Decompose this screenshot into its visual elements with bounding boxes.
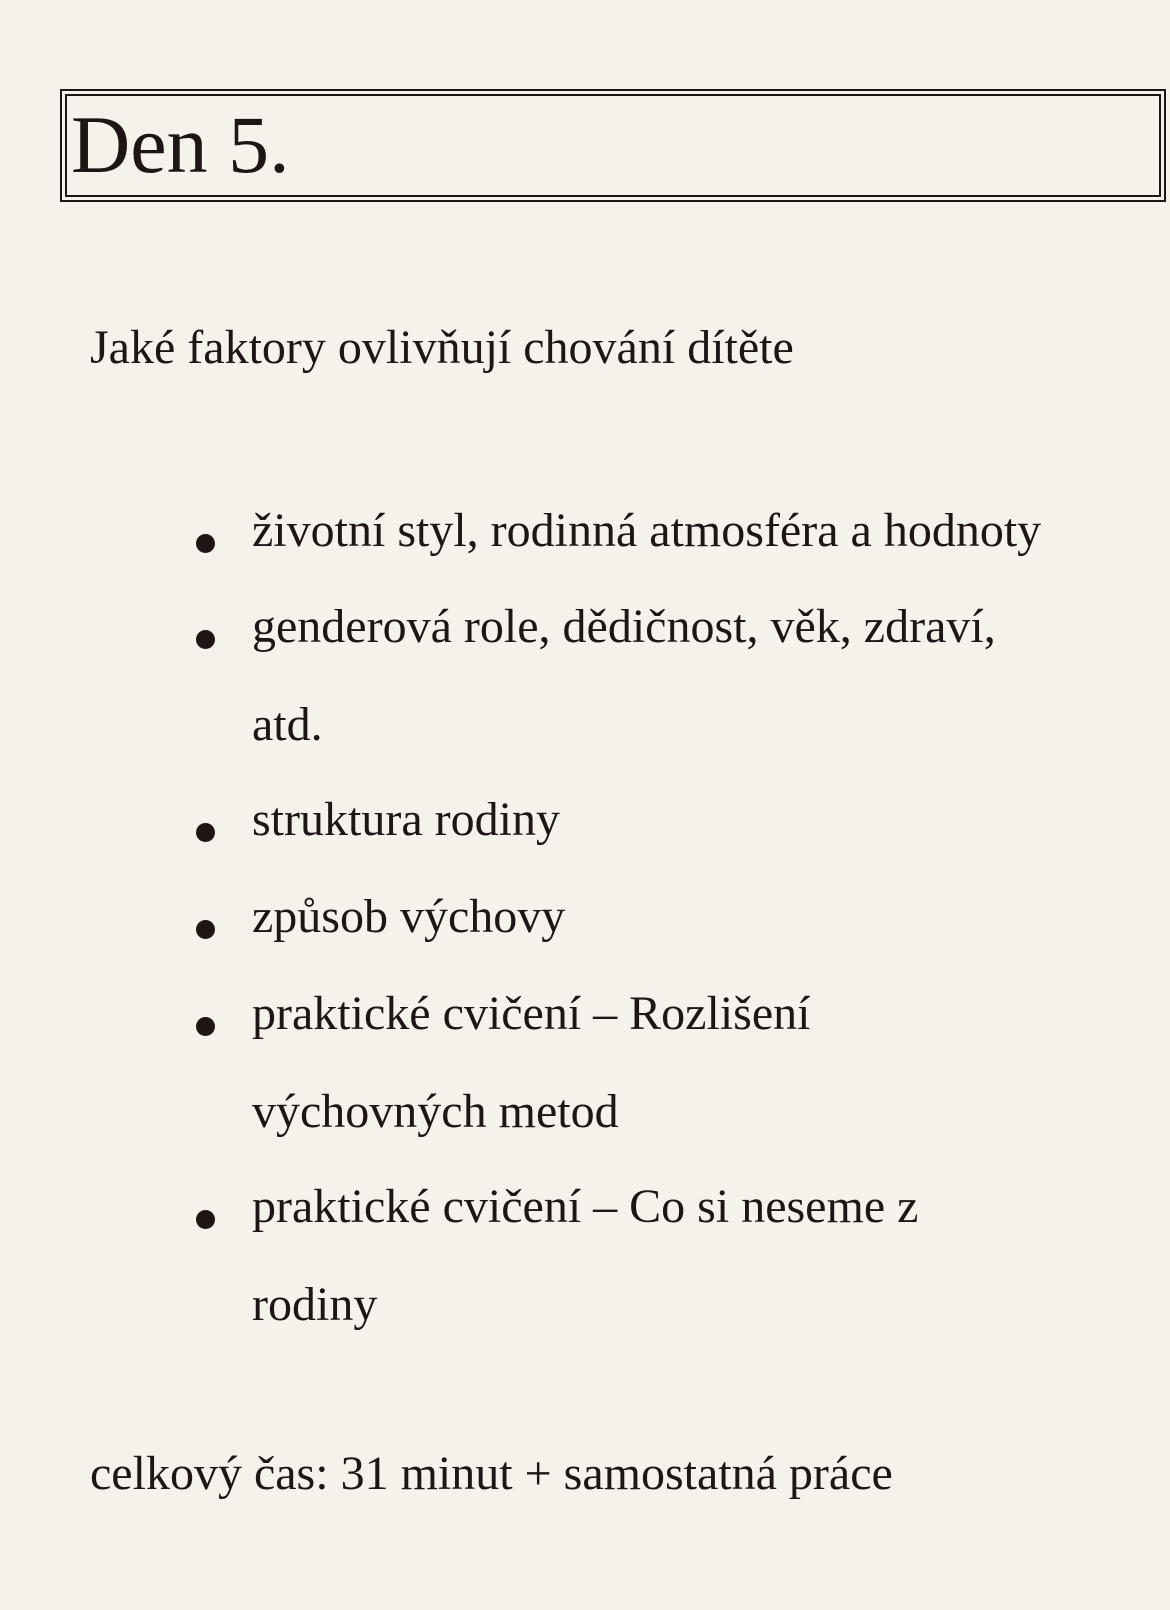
list-item-line: výchovných metod <box>252 1085 619 1138</box>
bullet-icon <box>196 1017 215 1036</box>
list-item-line: struktura rodiny <box>252 793 560 846</box>
page-title: Den 5. <box>71 99 290 190</box>
list-item-line: praktické cvičení – Rozlišení <box>252 987 811 1040</box>
bullet-icon <box>196 1210 215 1229</box>
list-item-line: životní styl, rodinná atmosféra a hodnoty <box>252 504 1042 557</box>
section-heading: Jaké faktory ovlivňují chování dítěte <box>90 321 794 374</box>
list-item-text <box>252 965 1152 1161</box>
bullet-icon <box>196 823 215 842</box>
bullet-icon <box>196 920 215 939</box>
bullet-icon <box>196 630 215 649</box>
list-item-text <box>252 482 1152 580</box>
list-item-line: rodiny <box>252 1278 378 1331</box>
list-item-text <box>252 1158 1152 1354</box>
list-item-text <box>252 771 1152 869</box>
list-item-line: způsob výchovy <box>252 890 566 943</box>
list-item-line: praktické cvičení – Co si neseme z <box>252 1180 919 1233</box>
bullet-icon <box>196 534 215 553</box>
list-item-line: atd. <box>252 698 323 751</box>
list-item-line: genderová role, dědičnost, věk, zdraví, <box>252 600 996 653</box>
total-time: celkový čas: 31 minut + samostatná práce <box>90 1447 893 1500</box>
list-item-text <box>252 578 1152 774</box>
list-item-text <box>252 868 1152 966</box>
